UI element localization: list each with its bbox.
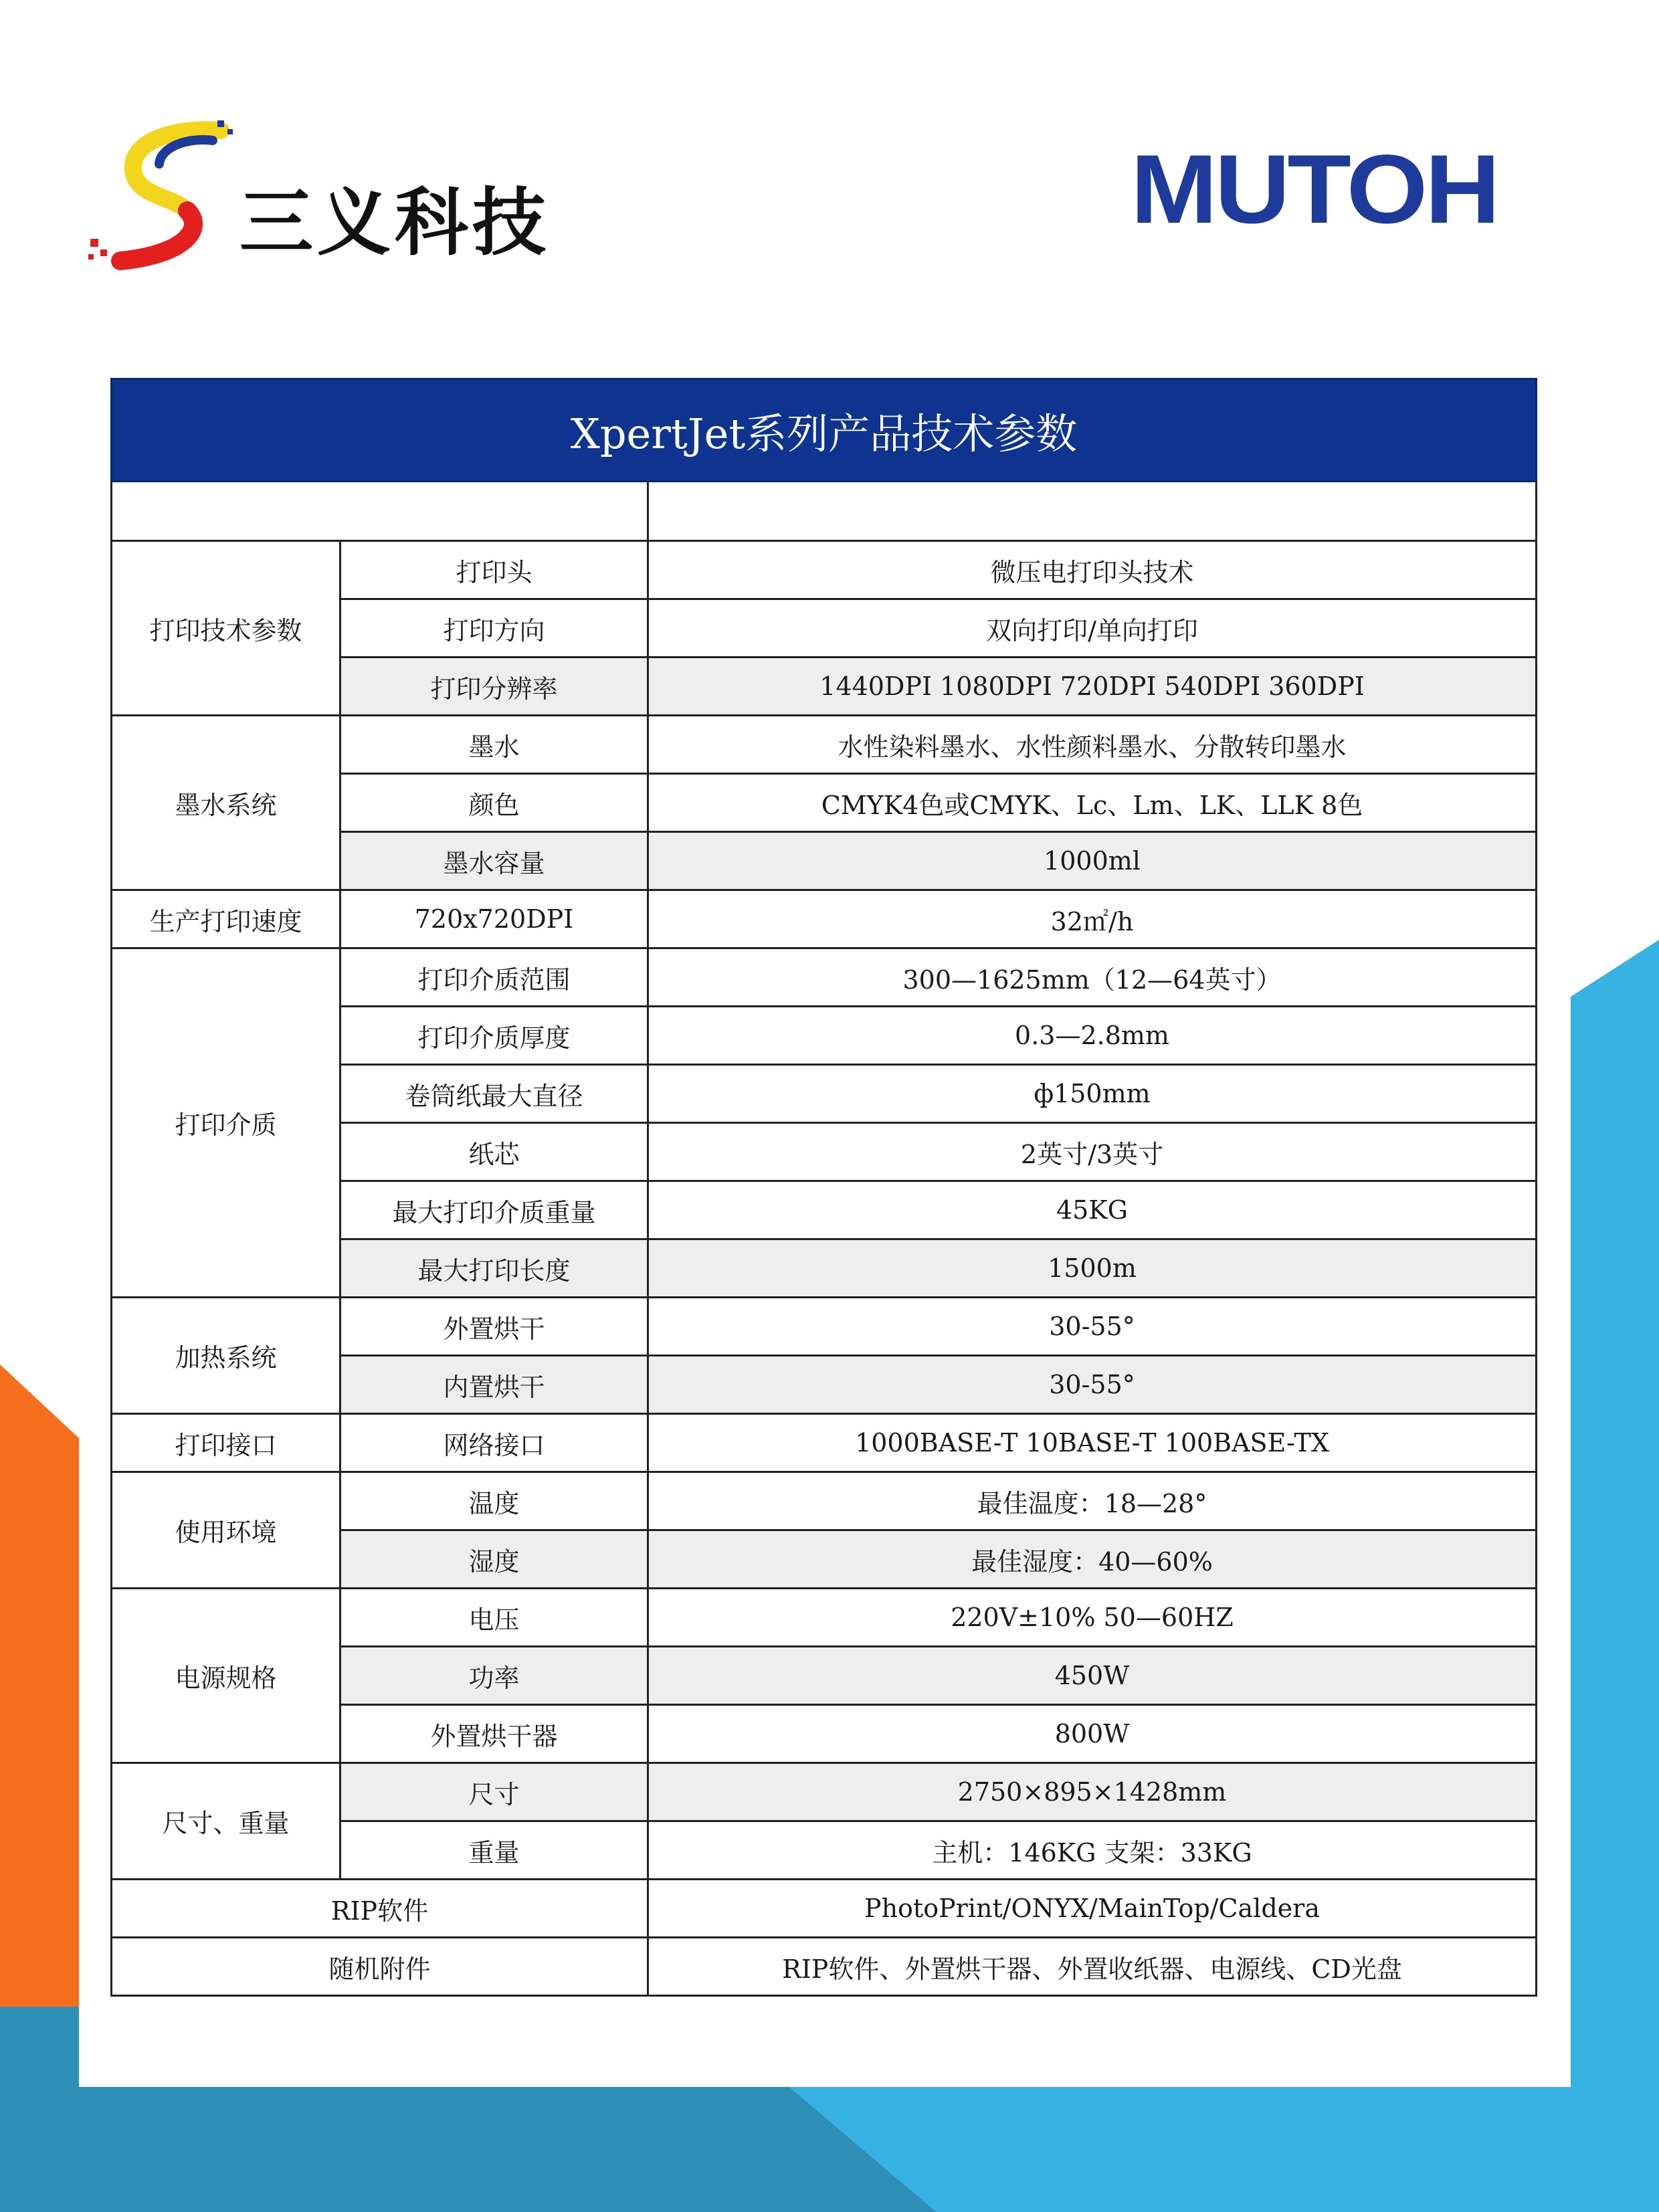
table-row xyxy=(112,716,1537,774)
value-cell: 45KG xyxy=(648,1181,1537,1239)
item-cell: 打印分辨率 xyxy=(340,658,648,716)
table-row xyxy=(112,1763,1537,1821)
value-cell: 30-55° xyxy=(648,1356,1537,1414)
spec-table xyxy=(110,378,1537,1997)
table-row xyxy=(112,1880,1537,1938)
item-cell: 湿度 xyxy=(340,1530,648,1589)
item-cell: 打印方向 xyxy=(340,599,648,658)
blank-cell xyxy=(112,482,648,541)
value-cell: 水性染料墨水、水性颜料墨水、分散转印墨水 xyxy=(648,716,1537,774)
table-row xyxy=(112,1414,1537,1472)
table-row xyxy=(112,890,1537,948)
value-cell: 双向打印/单向打印 xyxy=(648,599,1537,658)
item-cell: 颜色 xyxy=(340,774,648,832)
item-cell: 外置烘干 xyxy=(340,1298,648,1356)
value-cell: 最佳湿度：40—60% xyxy=(648,1530,1537,1589)
table-row xyxy=(112,1589,1537,1647)
item-cell: 内置烘干 xyxy=(340,1356,648,1414)
table-row xyxy=(112,541,1537,599)
table-blank-row xyxy=(112,482,1537,541)
value-cell: 最佳温度：18—28° xyxy=(648,1472,1537,1530)
item-cell: 重量 xyxy=(340,1821,648,1880)
value-cell: 1500m xyxy=(648,1239,1537,1298)
item-cell: 最大打印介质重量 xyxy=(340,1181,648,1239)
category-cell: RIP软件 xyxy=(112,1880,648,1938)
value-cell: 1000ml xyxy=(648,832,1537,890)
value-cell: ф150mm xyxy=(648,1065,1537,1123)
sanyi-logo-text: 三义科技 xyxy=(239,180,550,266)
item-cell: 720x720DPI xyxy=(340,890,648,948)
category-cell: 打印介质 xyxy=(112,948,340,1298)
sanyi-logo xyxy=(87,117,555,278)
item-cell: 网络接口 xyxy=(340,1414,648,1472)
blank-cell xyxy=(648,482,1537,541)
category-cell: 使用环境 xyxy=(112,1472,340,1589)
table-title: XpertJet系列产品技术参数 xyxy=(112,379,1537,482)
item-cell: 功率 xyxy=(340,1647,648,1705)
item-cell: 墨水 xyxy=(340,716,648,774)
value-cell: RIP软件、外置烘干器、外置收纸器、电源线、CD光盘 xyxy=(648,1938,1537,1996)
value-cell: 450W xyxy=(648,1647,1537,1705)
table-row xyxy=(112,1298,1537,1356)
value-cell: 30-55° xyxy=(648,1298,1537,1356)
item-cell: 纸芯 xyxy=(340,1123,648,1181)
light-blue-side-shape xyxy=(1571,940,1659,2212)
category-cell: 加热系统 xyxy=(112,1298,340,1414)
item-cell: 打印介质范围 xyxy=(340,948,648,1007)
value-cell: PhotoPrint/ONYX/MainTop/Caldera xyxy=(648,1880,1537,1938)
item-cell: 外置烘干器 xyxy=(340,1705,648,1763)
category-cell: 随机附件 xyxy=(112,1938,648,1996)
item-cell: 温度 xyxy=(340,1472,648,1530)
value-cell: 1000BASE-T 10BASE-T 100BASE-TX xyxy=(648,1414,1537,1472)
value-cell: 800W xyxy=(648,1705,1537,1763)
category-cell: 尺寸、重量 xyxy=(112,1763,340,1880)
table-title-row xyxy=(112,379,1537,482)
value-cell: CMYK4色或CMYK、Lc、Lm、LK、LLK 8色 xyxy=(648,774,1537,832)
item-cell: 尺寸 xyxy=(340,1763,648,1821)
value-cell: 0.3—2.8mm xyxy=(648,1007,1537,1065)
mutoh-logo: MUTOH xyxy=(1131,134,1498,243)
value-cell: 300—1625mm（12—64英寸） xyxy=(648,948,1537,1007)
sanyi-s-mark-icon xyxy=(87,117,248,278)
item-cell: 电压 xyxy=(340,1589,648,1647)
item-cell: 卷筒纸最大直径 xyxy=(340,1065,648,1123)
value-cell: 主机：146KG 支架：33KG xyxy=(648,1821,1537,1880)
category-cell: 墨水系统 xyxy=(112,716,340,890)
item-cell: 墨水容量 xyxy=(340,832,648,890)
value-cell: 微压电打印头技术 xyxy=(648,541,1537,599)
category-cell: 生产打印速度 xyxy=(112,890,340,948)
item-cell: 最大打印长度 xyxy=(340,1239,648,1298)
value-cell: 2750×895×1428mm xyxy=(648,1763,1537,1821)
orange-corner-shape xyxy=(0,1365,79,2007)
table-row xyxy=(112,1938,1537,1996)
value-cell: 2英寸/3英寸 xyxy=(648,1123,1537,1181)
light-blue-band-shape xyxy=(789,2087,1659,2212)
item-cell: 打印头 xyxy=(340,541,648,599)
value-cell: 32㎡/h xyxy=(648,890,1537,948)
category-cell: 电源规格 xyxy=(112,1589,340,1763)
table-row xyxy=(112,948,1537,1007)
item-cell: 打印介质厚度 xyxy=(340,1007,648,1065)
table-row xyxy=(112,1472,1537,1530)
value-cell: 1440DPI 1080DPI 720DPI 540DPI 360DPI xyxy=(648,658,1537,716)
value-cell: 220V±10% 50—60HZ xyxy=(648,1589,1537,1647)
category-cell: 打印接口 xyxy=(112,1414,340,1472)
category-cell: 打印技术参数 xyxy=(112,541,340,716)
